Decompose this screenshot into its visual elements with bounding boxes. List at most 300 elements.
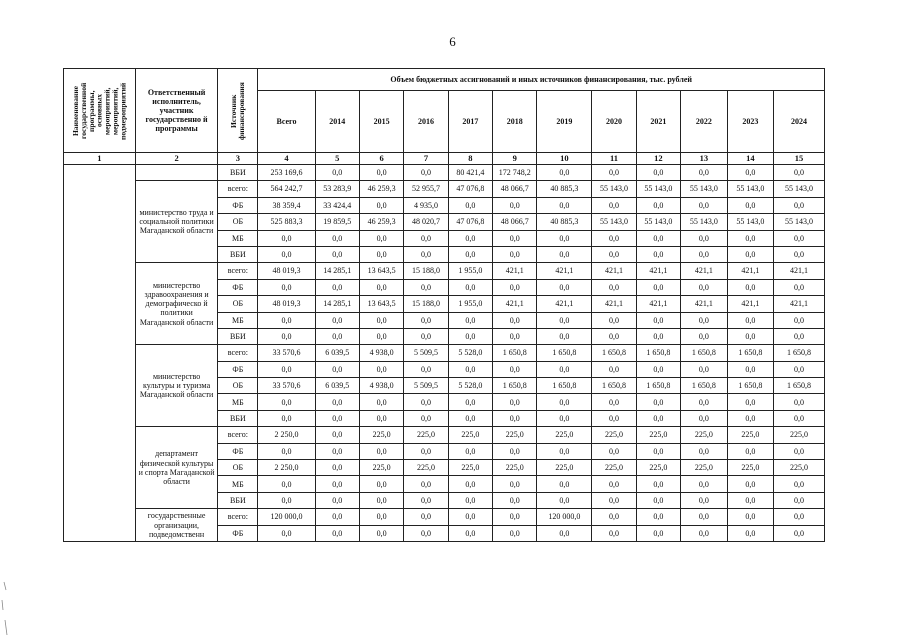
executor-cell — [135, 165, 217, 181]
value-cell: 0,0 — [448, 246, 492, 262]
value-cell: 421,1 — [727, 263, 774, 279]
value-cell: 0,0 — [681, 361, 728, 377]
value-cell: 0,0 — [493, 230, 537, 246]
source-cell: ФБ — [218, 443, 258, 459]
value-cell: 48 066,7 — [493, 214, 537, 230]
value-cell: 225,0 — [448, 427, 492, 443]
value-cell: 0,0 — [592, 492, 636, 508]
value-cell: 0,0 — [359, 410, 403, 426]
value-cell: 0,0 — [315, 427, 359, 443]
value-cell: 5 509,5 — [404, 345, 448, 361]
value-cell: 0,0 — [727, 328, 774, 344]
value-cell: 0,0 — [774, 246, 825, 262]
value-cell: 0,0 — [537, 312, 592, 328]
header-year: 2020 — [592, 91, 636, 153]
source-cell: МБ — [218, 476, 258, 492]
value-cell: 225,0 — [592, 460, 636, 476]
value-cell: 1 650,8 — [681, 378, 728, 394]
value-cell: 0,0 — [636, 165, 680, 181]
value-cell: 0,0 — [315, 410, 359, 426]
column-number: 11 — [592, 153, 636, 165]
value-cell: 0,0 — [258, 443, 315, 459]
value-cell: 53 283,9 — [315, 181, 359, 197]
value-cell: 0,0 — [359, 197, 403, 213]
value-cell: 14 285,1 — [315, 263, 359, 279]
value-cell: 0,0 — [448, 230, 492, 246]
value-cell: 0,0 — [537, 394, 592, 410]
value-cell: 0,0 — [315, 476, 359, 492]
value-cell: 225,0 — [681, 427, 728, 443]
source-cell: МБ — [218, 230, 258, 246]
value-cell: 4 935,0 — [404, 197, 448, 213]
value-cell: 48 019,3 — [258, 263, 315, 279]
value-cell: 421,1 — [681, 296, 728, 312]
value-cell: 253 169,6 — [258, 165, 315, 181]
header-year: 2018 — [493, 91, 537, 153]
value-cell: 0,0 — [681, 197, 728, 213]
value-cell: 0,0 — [359, 312, 403, 328]
table-row — [64, 345, 825, 361]
value-cell: 0,0 — [727, 492, 774, 508]
value-cell: 0,0 — [448, 509, 492, 525]
value-cell: 0,0 — [636, 328, 680, 344]
value-cell: 0,0 — [404, 165, 448, 181]
value-cell: 55 143,0 — [774, 181, 825, 197]
source-cell: МБ — [218, 312, 258, 328]
value-cell: 0,0 — [537, 279, 592, 295]
value-cell: 1 650,8 — [681, 345, 728, 361]
value-cell: 55 143,0 — [592, 214, 636, 230]
value-cell: 0,0 — [727, 197, 774, 213]
value-cell: 0,0 — [359, 230, 403, 246]
value-cell: 421,1 — [774, 263, 825, 279]
value-cell: 225,0 — [404, 427, 448, 443]
column-number: 5 — [315, 153, 359, 165]
header-year: Всего — [258, 91, 315, 153]
value-cell: 225,0 — [636, 427, 680, 443]
value-cell: 0,0 — [448, 328, 492, 344]
value-cell: 421,1 — [727, 296, 774, 312]
value-cell: 46 259,3 — [359, 214, 403, 230]
value-cell: 33 570,6 — [258, 378, 315, 394]
value-cell: 0,0 — [636, 361, 680, 377]
value-cell: 225,0 — [359, 460, 403, 476]
value-cell: 1 650,8 — [636, 378, 680, 394]
value-cell: 225,0 — [727, 427, 774, 443]
value-cell: 33 424,4 — [315, 197, 359, 213]
value-cell: 1 650,8 — [592, 345, 636, 361]
value-cell: 0,0 — [592, 476, 636, 492]
value-cell: 0,0 — [774, 197, 825, 213]
value-cell: 0,0 — [774, 509, 825, 525]
value-cell: 0,0 — [315, 443, 359, 459]
value-cell: 0,0 — [592, 328, 636, 344]
value-cell: 0,0 — [359, 361, 403, 377]
value-cell: 0,0 — [258, 394, 315, 410]
source-cell: ФБ — [218, 279, 258, 295]
value-cell: 0,0 — [315, 492, 359, 508]
value-cell: 0,0 — [493, 328, 537, 344]
value-cell: 0,0 — [636, 230, 680, 246]
value-cell: 225,0 — [774, 427, 825, 443]
value-cell: 0,0 — [359, 476, 403, 492]
value-cell: 1 650,8 — [537, 345, 592, 361]
value-cell: 0,0 — [315, 165, 359, 181]
value-cell: 0,0 — [592, 246, 636, 262]
value-cell: 0,0 — [315, 328, 359, 344]
value-cell: 421,1 — [636, 296, 680, 312]
column-number: 6 — [359, 153, 403, 165]
value-cell: 0,0 — [493, 312, 537, 328]
value-cell: 0,0 — [448, 197, 492, 213]
value-cell: 0,0 — [727, 443, 774, 459]
value-cell: 0,0 — [404, 443, 448, 459]
value-cell: 120 000,0 — [258, 509, 315, 525]
value-cell: 0,0 — [404, 312, 448, 328]
program-name-cell — [64, 165, 136, 542]
value-cell: 0,0 — [359, 492, 403, 508]
budget-table — [63, 68, 825, 542]
value-cell: 421,1 — [592, 263, 636, 279]
value-cell: 0,0 — [537, 165, 592, 181]
value-cell: 40 885,3 — [537, 214, 592, 230]
source-cell: ВБИ — [218, 165, 258, 181]
value-cell: 0,0 — [774, 230, 825, 246]
value-cell: 0,0 — [774, 165, 825, 181]
value-cell: 225,0 — [404, 460, 448, 476]
source-cell: ВБИ — [218, 246, 258, 262]
source-cell: ФБ — [218, 361, 258, 377]
value-cell: 0,0 — [681, 279, 728, 295]
value-cell: 1 650,8 — [774, 345, 825, 361]
value-cell: 0,0 — [681, 246, 728, 262]
source-cell: ВБИ — [218, 492, 258, 508]
value-cell: 0,0 — [404, 476, 448, 492]
value-cell: 0,0 — [537, 230, 592, 246]
value-cell: 421,1 — [537, 296, 592, 312]
value-cell: 0,0 — [592, 312, 636, 328]
value-cell: 55 143,0 — [681, 181, 728, 197]
value-cell: 15 188,0 — [404, 296, 448, 312]
header-year: 2014 — [315, 91, 359, 153]
value-cell: 55 143,0 — [727, 181, 774, 197]
value-cell: 225,0 — [636, 460, 680, 476]
value-cell: 225,0 — [448, 460, 492, 476]
column-number: 3 — [218, 153, 258, 165]
value-cell: 0,0 — [258, 328, 315, 344]
value-cell: 6 039,5 — [315, 345, 359, 361]
value-cell: 6 039,5 — [315, 378, 359, 394]
value-cell: 0,0 — [537, 361, 592, 377]
column-number: 14 — [727, 153, 774, 165]
value-cell: 0,0 — [493, 410, 537, 426]
value-cell: 0,0 — [448, 279, 492, 295]
value-cell: 0,0 — [681, 312, 728, 328]
value-cell: 0,0 — [727, 476, 774, 492]
value-cell: 1 955,0 — [448, 263, 492, 279]
value-cell: 0,0 — [636, 246, 680, 262]
source-cell: ОБ — [218, 296, 258, 312]
value-cell: 421,1 — [681, 263, 728, 279]
value-cell: 52 955,7 — [404, 181, 448, 197]
value-cell: 0,0 — [592, 394, 636, 410]
value-cell: 0,0 — [404, 246, 448, 262]
value-cell: 4 938,0 — [359, 345, 403, 361]
value-cell: 47 076,8 — [448, 214, 492, 230]
value-cell: 0,0 — [681, 165, 728, 181]
value-cell: 0,0 — [258, 476, 315, 492]
value-cell: 0,0 — [448, 525, 492, 541]
value-cell: 0,0 — [448, 443, 492, 459]
value-cell: 0,0 — [727, 246, 774, 262]
value-cell: 1 650,8 — [727, 378, 774, 394]
value-cell: 0,0 — [681, 394, 728, 410]
executor-cell: государственные организации, подведомственн — [135, 509, 217, 542]
value-cell: 0,0 — [258, 361, 315, 377]
value-cell: 0,0 — [315, 525, 359, 541]
value-cell: 525 883,3 — [258, 214, 315, 230]
value-cell: 0,0 — [448, 312, 492, 328]
value-cell: 0,0 — [359, 394, 403, 410]
value-cell: 0,0 — [727, 509, 774, 525]
value-cell: 0,0 — [681, 443, 728, 459]
value-cell: 421,1 — [493, 296, 537, 312]
value-cell: 0,0 — [681, 525, 728, 541]
value-cell: 0,0 — [727, 525, 774, 541]
value-cell: 225,0 — [537, 427, 592, 443]
value-cell: 0,0 — [727, 312, 774, 328]
value-cell: 46 259,3 — [359, 181, 403, 197]
header-source-text: Источник финансирования — [229, 81, 246, 140]
value-cell: 0,0 — [681, 492, 728, 508]
value-cell: 0,0 — [727, 230, 774, 246]
source-cell: всего: — [218, 509, 258, 525]
value-cell: 0,0 — [404, 509, 448, 525]
header-budget-group: Объем бюджетных ассигнований и иных источников финансирования, тыс. рублей — [258, 69, 825, 91]
value-cell: 225,0 — [592, 427, 636, 443]
value-cell: 0,0 — [359, 246, 403, 262]
value-cell: 0,0 — [258, 525, 315, 541]
value-cell: 13 643,5 — [359, 263, 403, 279]
value-cell: 48 020,7 — [404, 214, 448, 230]
header-year: 2022 — [681, 91, 728, 153]
executor-cell: министерство здравоохранения и демографическо й политики Магаданской области — [135, 263, 217, 345]
value-cell: 0,0 — [592, 279, 636, 295]
value-cell: 0,0 — [592, 410, 636, 426]
value-cell: 0,0 — [359, 279, 403, 295]
value-cell: 0,0 — [404, 361, 448, 377]
column-number: 2 — [135, 153, 217, 165]
value-cell: 0,0 — [448, 492, 492, 508]
table-row — [64, 165, 825, 181]
value-cell: 0,0 — [727, 394, 774, 410]
value-cell: 0,0 — [774, 312, 825, 328]
header-program-name-text: Наименование государственной программы, основных мероприятий, мероприятий, подмероприятий — [70, 81, 128, 140]
value-cell: 0,0 — [493, 279, 537, 295]
value-cell: 0,0 — [258, 492, 315, 508]
source-cell: ОБ — [218, 214, 258, 230]
value-cell: 0,0 — [315, 246, 359, 262]
header-executor: Ответственный исполнитель, участник государственно й программы — [135, 69, 217, 153]
value-cell: 0,0 — [774, 476, 825, 492]
source-cell: ФБ — [218, 525, 258, 541]
value-cell: 1 650,8 — [636, 345, 680, 361]
margin-marks — [0, 580, 40, 640]
value-cell: 564 242,7 — [258, 181, 315, 197]
value-cell: 0,0 — [404, 230, 448, 246]
value-cell: 0,0 — [315, 509, 359, 525]
value-cell: 0,0 — [315, 279, 359, 295]
value-cell: 0,0 — [592, 525, 636, 541]
source-cell: всего: — [218, 263, 258, 279]
value-cell: 0,0 — [774, 279, 825, 295]
value-cell: 0,0 — [681, 230, 728, 246]
value-cell: 4 938,0 — [359, 378, 403, 394]
value-cell: 0,0 — [537, 197, 592, 213]
header-year: 2015 — [359, 91, 403, 153]
value-cell: 55 143,0 — [592, 181, 636, 197]
value-cell: 0,0 — [493, 476, 537, 492]
value-cell: 225,0 — [537, 460, 592, 476]
value-cell: 0,0 — [404, 328, 448, 344]
value-cell: 421,1 — [592, 296, 636, 312]
value-cell: 2 250,0 — [258, 427, 315, 443]
value-cell: 225,0 — [774, 460, 825, 476]
value-cell: 0,0 — [493, 443, 537, 459]
value-cell: 0,0 — [258, 230, 315, 246]
value-cell: 172 748,2 — [493, 165, 537, 181]
value-cell: 1 650,8 — [592, 378, 636, 394]
value-cell: 0,0 — [592, 509, 636, 525]
value-cell: 0,0 — [404, 279, 448, 295]
value-cell: 55 143,0 — [727, 214, 774, 230]
value-cell: 55 143,0 — [774, 214, 825, 230]
value-cell: 0,0 — [315, 394, 359, 410]
column-number: 7 — [404, 153, 448, 165]
column-number: 1 — [64, 153, 136, 165]
value-cell: 48 066,7 — [493, 181, 537, 197]
value-cell: 0,0 — [493, 246, 537, 262]
value-cell: 0,0 — [359, 525, 403, 541]
value-cell: 0,0 — [774, 525, 825, 541]
value-cell: 38 359,4 — [258, 197, 315, 213]
value-cell: 2 250,0 — [258, 460, 315, 476]
value-cell: 0,0 — [636, 394, 680, 410]
value-cell: 55 143,0 — [681, 214, 728, 230]
value-cell: 225,0 — [727, 460, 774, 476]
value-cell: 0,0 — [681, 328, 728, 344]
value-cell: 0,0 — [404, 410, 448, 426]
header-year: 2023 — [727, 91, 774, 153]
value-cell: 0,0 — [592, 197, 636, 213]
source-cell: ОБ — [218, 378, 258, 394]
value-cell: 13 643,5 — [359, 296, 403, 312]
value-cell: 0,0 — [404, 525, 448, 541]
column-number: 10 — [537, 153, 592, 165]
value-cell: 0,0 — [636, 279, 680, 295]
header-year: 2019 — [537, 91, 592, 153]
value-cell: 0,0 — [636, 492, 680, 508]
value-cell: 0,0 — [636, 312, 680, 328]
value-cell: 14 285,1 — [315, 296, 359, 312]
value-cell: 5 528,0 — [448, 345, 492, 361]
value-cell: 0,0 — [681, 509, 728, 525]
value-cell: 225,0 — [359, 427, 403, 443]
executor-cell: министерство культуры и туризма Магаданской области — [135, 345, 217, 427]
executor-cell: министерство труда и социальной политики Магаданской области — [135, 181, 217, 263]
value-cell: 0,0 — [636, 509, 680, 525]
value-cell: 1 650,8 — [727, 345, 774, 361]
value-cell: 40 885,3 — [537, 181, 592, 197]
value-cell: 0,0 — [493, 525, 537, 541]
value-cell: 421,1 — [493, 263, 537, 279]
value-cell: 0,0 — [448, 361, 492, 377]
value-cell: 0,0 — [727, 279, 774, 295]
value-cell: 0,0 — [448, 410, 492, 426]
value-cell: 0,0 — [774, 443, 825, 459]
value-cell: 0,0 — [636, 197, 680, 213]
source-cell: всего: — [218, 181, 258, 197]
value-cell: 1 650,8 — [493, 378, 537, 394]
value-cell: 0,0 — [537, 492, 592, 508]
column-number: 8 — [448, 153, 492, 165]
page-number: 6 — [449, 34, 456, 49]
value-cell: 0,0 — [727, 361, 774, 377]
value-cell: 0,0 — [404, 492, 448, 508]
value-cell: 55 143,0 — [636, 214, 680, 230]
value-cell: 15 188,0 — [404, 263, 448, 279]
table-row — [64, 427, 825, 443]
header-year: 2017 — [448, 91, 492, 153]
value-cell: 0,0 — [774, 328, 825, 344]
header-year: 2016 — [404, 91, 448, 153]
value-cell: 1 955,0 — [448, 296, 492, 312]
value-cell: 0,0 — [681, 410, 728, 426]
value-cell: 421,1 — [537, 263, 592, 279]
column-number: 12 — [636, 153, 680, 165]
header-program-name — [64, 69, 136, 153]
value-cell: 0,0 — [359, 443, 403, 459]
value-cell: 421,1 — [774, 296, 825, 312]
value-cell: 0,0 — [537, 525, 592, 541]
column-number: 9 — [493, 153, 537, 165]
table-row — [64, 263, 825, 279]
value-cell: 0,0 — [774, 361, 825, 377]
value-cell: 1 650,8 — [774, 378, 825, 394]
source-cell: ФБ — [218, 197, 258, 213]
value-cell: 0,0 — [493, 492, 537, 508]
value-cell: 0,0 — [727, 410, 774, 426]
header-year: 2024 — [774, 91, 825, 153]
value-cell: 0,0 — [636, 410, 680, 426]
source-cell: ВБИ — [218, 410, 258, 426]
value-cell: 0,0 — [315, 460, 359, 476]
value-cell: 0,0 — [537, 328, 592, 344]
value-cell: 0,0 — [774, 410, 825, 426]
header-source — [218, 69, 258, 153]
source-cell: ВБИ — [218, 328, 258, 344]
value-cell: 0,0 — [315, 312, 359, 328]
value-cell: 0,0 — [592, 361, 636, 377]
value-cell: 0,0 — [493, 394, 537, 410]
value-cell: 0,0 — [359, 328, 403, 344]
source-cell: МБ — [218, 394, 258, 410]
value-cell: 0,0 — [315, 230, 359, 246]
value-cell: 0,0 — [774, 492, 825, 508]
value-cell: 0,0 — [636, 525, 680, 541]
source-cell: всего: — [218, 345, 258, 361]
value-cell: 0,0 — [258, 279, 315, 295]
